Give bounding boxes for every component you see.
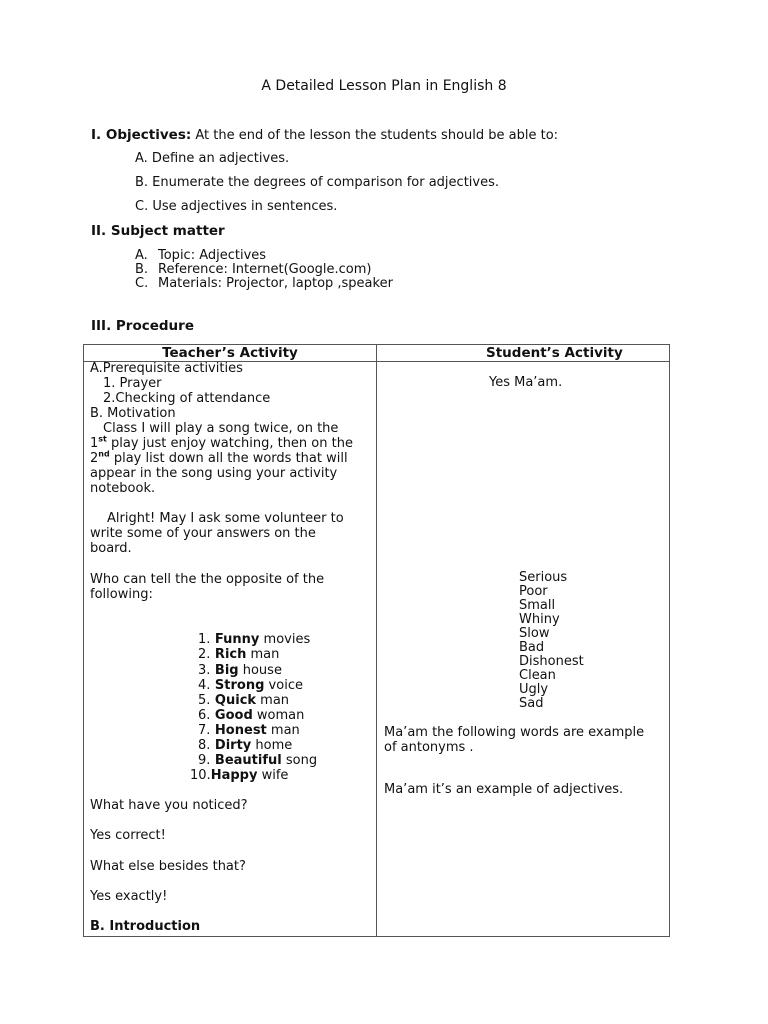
subject-item-text: Topic: Adjectives [158,248,267,263]
list-item [198,708,304,723]
list-noun: house [238,663,282,678]
objective-item: B. Enumerate the degrees of comparison for adjectives. [135,175,499,190]
list-noun: wife [257,768,289,783]
opposite-word: Whiny [519,612,560,627]
introduction-label: B. Introduction [90,919,201,934]
list-item [190,768,288,783]
subject-item-text: Reference: Internet(Google.com) [158,262,372,277]
document-title: A Detailed Lesson Plan in English 8 [261,78,507,94]
list-item [198,723,300,738]
list-number: 1. [198,632,211,647]
opposite-word: Bad [519,640,545,655]
list-noun: woman [252,708,305,723]
ordinal-number: 2 [90,451,99,466]
feedback-text: Yes exactly! [90,889,168,904]
list-number: 6. [198,708,211,723]
list-number: 2. [198,647,211,662]
ordinal-suffix: st [98,434,107,444]
list-item [198,647,279,662]
list-item [198,632,310,647]
subject-item-text: Materials: Projector, laptop ,speaker [158,276,393,291]
subject-matter-heading: II. Subject matter [91,223,225,239]
volunteer-text: board. [90,541,132,556]
list-adjective: Honest [210,723,267,738]
list-number: 10. [190,768,211,783]
opposite-word: Sad [519,696,544,711]
opposite-word: Dishonest [519,654,584,669]
motivation-text-rest: play list down all the words that will [109,451,348,466]
list-adjective: Happy [210,768,258,783]
motivation-text [90,451,348,466]
opposite-word: Ugly [519,682,549,697]
list-number: 9. [198,753,211,768]
list-item [198,678,303,693]
prayer-item: 1. Prayer [103,376,162,391]
objectives-heading: I. Objectives: [91,127,192,143]
subject-item-letter: B. [135,262,149,277]
prereq-label: A.Prerequisite activities [90,361,243,376]
list-number: 3. [198,663,211,678]
student-column-header: Student’s Activity [486,345,623,361]
motivation-text: notebook. [90,481,156,496]
feedback-text: Yes correct! [90,828,166,843]
objectives-intro: At the end of the lesson the students should be able to: [195,128,559,143]
motivation-text [90,436,353,451]
subject-item-letter: C. [135,276,149,291]
list-noun: movies [259,632,311,647]
motivation-text: Class I will play a song twice, on the [103,421,339,436]
list-adjective: Good [210,708,253,723]
objectives-section [91,127,558,143]
motivation-text-rest: play just enjoy watching, then on the [106,436,353,451]
list-item [198,738,292,753]
volunteer-text: write some of your answers on the [90,526,316,541]
opposite-word: Small [519,598,556,613]
opposites-list [519,571,584,711]
student-response: Ma’am it’s an example of adjectives. [384,782,624,797]
list-adjective: Big [210,663,239,678]
list-number: 5. [198,693,211,708]
list-noun: man [256,693,290,708]
list-adjective: Beautiful [210,753,282,768]
list-noun: song [281,753,318,768]
student-response: of antonyms . [384,740,474,755]
list-item [198,753,317,768]
list-number: 8. [198,738,211,753]
ordinal-number: 1 [90,436,99,451]
question-text: What have you noticed? [90,798,248,813]
list-adjective: Quick [210,693,257,708]
question-text: following: [90,587,153,602]
student-response: Yes Ma’am. [489,375,563,390]
list-noun: man [266,723,300,738]
motivation-text: appear in the song using your activity [90,466,338,481]
list-number: 7. [198,723,211,738]
column-divider [376,345,377,936]
list-item [198,693,289,708]
list-noun: voice [264,678,303,693]
list-adjective: Rich [210,647,247,662]
list-number: 4. [198,678,211,693]
subject-item-letter: A. [135,248,148,263]
ordinal-suffix: nd [98,449,110,459]
teacher-column-header: Teacher’s Activity [162,345,298,361]
list-noun: home [251,738,293,753]
subject-item [135,276,393,291]
attendance-item: 2.Checking of attendance [103,391,271,406]
list-adjective: Funny [210,632,260,647]
question-text: Who can tell the the opposite of the [90,572,325,587]
student-response: Ma’am the following words are example [384,725,645,740]
objective-item: A. Define an adjectives. [135,151,290,166]
list-adjective: Dirty [210,738,252,753]
question-text: What else besides that? [90,859,246,874]
objective-item: C. Use adjectives in sentences. [135,199,338,214]
opposite-word: Clean [519,668,556,683]
list-noun: man [246,647,280,662]
volunteer-text: Alright! May I ask some volunteer to [107,511,344,526]
procedure-heading: III. Procedure [91,318,194,334]
procedure-table [83,344,670,937]
motivation-label: B. Motivation [90,406,176,421]
opposite-word: Poor [519,584,548,599]
opposite-word: Slow [519,626,550,641]
opposite-word: Serious [519,570,568,585]
list-adjective: Strong [210,678,265,693]
subject-item [135,262,371,277]
list-item [198,663,282,678]
subject-item [135,248,266,263]
